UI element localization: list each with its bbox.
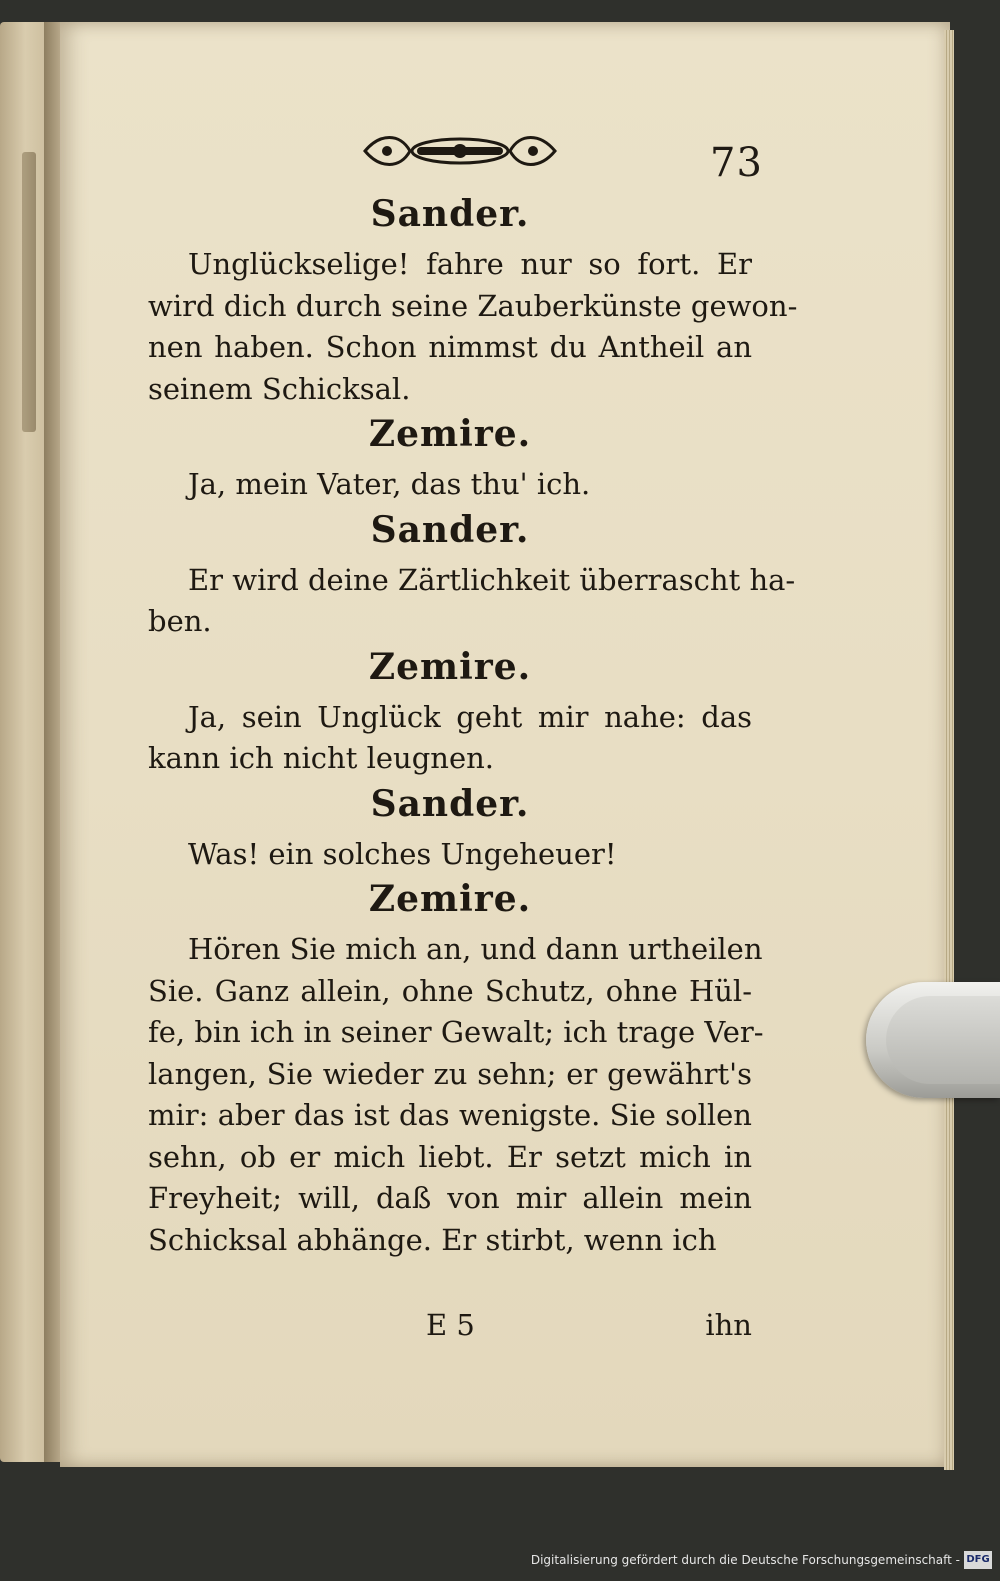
facing-page-edge xyxy=(0,22,46,1462)
speaker-name: Zemire. xyxy=(368,645,532,688)
page-number: 73 xyxy=(710,140,763,186)
text-line: Er wird deine Zärtlichkeit überrascht ha- xyxy=(188,562,796,597)
page-clip-inner xyxy=(886,996,1000,1084)
text-line: ben. xyxy=(148,604,212,638)
digitization-credit: Digitalisierung gefördert durch die Deutsche Forschungsgemeinschaft - xyxy=(530,1553,960,1567)
signature-mark: E 5 xyxy=(426,1308,475,1342)
text-line: kann ich nicht leugnen. xyxy=(148,741,495,775)
text-line: Ja, sein Unglück geht mir nahe: das xyxy=(188,699,752,734)
text-line: Freyheit; will, daß von mir allein mein xyxy=(148,1181,752,1215)
speaker-name: Zemire. xyxy=(368,878,532,920)
page-footer xyxy=(148,1308,752,1350)
speaker-name: Sander. xyxy=(370,193,530,235)
text-line: Hören Sie mich an, und dann urtheilen xyxy=(188,932,763,966)
text-line: sehn, ob er mich liebt. Er setzt mich in xyxy=(148,1139,752,1174)
text-line: Was! ein solches Ungeheuer! xyxy=(188,836,617,871)
headpiece-ornament-icon xyxy=(355,128,565,174)
text-line: fe, bin ich in seiner Gewalt; ich trage Ver- xyxy=(148,1015,764,1049)
speaker-name: Sander. xyxy=(370,508,530,551)
speaker-name: Zemire. xyxy=(368,413,532,455)
text-line: wird dich durch seine Zauberkünste gewon- xyxy=(148,288,798,323)
page-stack-edge xyxy=(944,30,954,1470)
text-line: seinem Schicksal. xyxy=(148,371,411,406)
text-line: Sie. Ganz allein, ohne Schutz, ohne Hül- xyxy=(148,973,752,1008)
binding-strip xyxy=(22,152,36,432)
text-line: Schicksal abhänge. Er stirbt, wenn ich xyxy=(148,1222,717,1257)
text-line: langen, Sie wieder zu sehn; er gewährt's xyxy=(148,1056,752,1091)
text-line: mir: aber das ist das wenigste. Sie sollen xyxy=(148,1098,752,1132)
catchword: ihn xyxy=(705,1308,752,1342)
speaker-name: Sander. xyxy=(370,782,530,825)
text-line: nen haben. Schon nimmst du Antheil an xyxy=(148,330,752,364)
text-line: Unglückselige! fahre nur so fort. Er xyxy=(188,247,752,281)
dialogue-text xyxy=(148,190,798,1261)
dfg-logo: DFG xyxy=(964,1551,992,1569)
text-line: Ja, mein Vater, das thu' ich. xyxy=(188,467,591,501)
